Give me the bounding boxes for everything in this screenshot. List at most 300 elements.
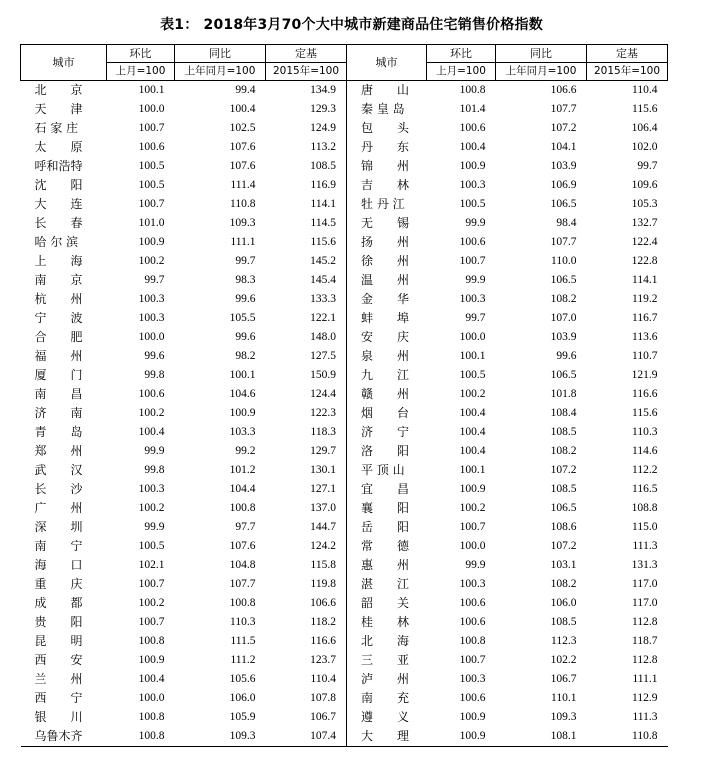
table-row <box>21 670 668 689</box>
cell-city-left: 厦 门 <box>34 368 83 382</box>
cell-mom-left: 100.0 <box>138 103 165 115</box>
price-index-table <box>20 44 668 747</box>
table-row <box>21 233 668 252</box>
cell-city-left: 福 州 <box>34 349 83 363</box>
table-row <box>21 556 668 575</box>
cell-base-left: 115.8 <box>266 556 347 575</box>
cell-city-right: 桂 林 <box>361 615 410 629</box>
cell-yoy-left: 100.8 <box>229 502 256 514</box>
cell-yoy-right: 108.4 <box>550 407 577 419</box>
cell-mom-left: 100.5 <box>138 540 165 552</box>
cell-city-left: 郑 州 <box>34 444 83 458</box>
cell-mom-right: 100.9 <box>459 483 486 495</box>
cell-mom-right: 100.8 <box>459 84 486 96</box>
header-yoy-sub-left: 上年同月=100 <box>175 63 266 81</box>
cell-base-right: 112.9 <box>632 692 658 704</box>
cell-city-right: 北 海 <box>361 634 410 648</box>
cell-yoy-left: 99.6 <box>235 293 256 305</box>
cell-mom-right: 99.9 <box>465 217 486 229</box>
cell-city-left: 沈 阳 <box>34 178 83 192</box>
cell-mom-left: 100.1 <box>138 84 165 96</box>
cell-city-left: 兰 州 <box>34 672 83 686</box>
cell-base-right: 110.4 <box>632 84 658 96</box>
cell-city-left: 贵 阳 <box>34 615 83 629</box>
table-row <box>21 423 668 442</box>
cell-yoy-left: 98.3 <box>235 274 256 286</box>
cell-mom-right: 100.1 <box>459 464 486 476</box>
cell-mom-left: 99.9 <box>144 445 165 457</box>
cell-mom-right: 100.0 <box>459 331 486 343</box>
cell-base-right: 110.8 <box>587 727 668 747</box>
cell-yoy-right: 107.7 <box>550 236 577 248</box>
header-base-right: 定基 <box>587 45 668 63</box>
cell-base-left: 137.0 <box>266 499 347 518</box>
cell-yoy-left: 105.6 <box>229 673 256 685</box>
cell-base-right: 119.2 <box>632 293 658 305</box>
cell-mom-right: 100.6 <box>459 122 486 134</box>
cell-yoy-left: 107.6 <box>229 540 256 552</box>
table-row <box>21 651 668 670</box>
cell-city-left: 成 都 <box>34 596 83 610</box>
cell-base-left: 127.5 <box>266 347 347 366</box>
cell-mom-right: 100.3 <box>459 179 486 191</box>
cell-yoy-right: 106.9 <box>550 179 577 191</box>
cell-base-left: 119.8 <box>266 575 347 594</box>
cell-city-right: 济 宁 <box>361 425 410 439</box>
header-mom-sub-left: 上月=100 <box>107 63 175 81</box>
cell-yoy-right: 103.9 <box>550 160 577 172</box>
cell-mom-right: 99.7 <box>465 312 486 324</box>
cell-mom-right: 100.2 <box>459 502 486 514</box>
cell-city-right: 遵 义 <box>361 710 410 724</box>
cell-base-right: 114.1 <box>632 274 658 286</box>
cell-city-left: 宁 波 <box>34 311 83 325</box>
cell-city-left: 长 春 <box>34 216 83 230</box>
cell-base-left: 150.9 <box>266 366 347 385</box>
cell-mom-left: 100.3 <box>138 312 165 324</box>
cell-city-right: 金 华 <box>361 292 410 306</box>
cell-base-left: 124.4 <box>266 385 347 404</box>
cell-yoy-left: 104.8 <box>229 559 256 571</box>
cell-base-right: 116.6 <box>632 388 658 400</box>
table-row <box>21 309 668 328</box>
table-row <box>21 328 668 347</box>
table-row <box>21 157 668 176</box>
cell-base-right: 132.7 <box>631 217 658 229</box>
cell-mom-right: 100.6 <box>459 597 486 609</box>
cell-yoy-right: 107.0 <box>550 312 577 324</box>
cell-mom-right: 100.2 <box>459 388 486 400</box>
cell-mom-left: 99.9 <box>144 521 165 533</box>
cell-mom-left: 100.7 <box>138 616 165 628</box>
cell-city-right: 秦 皇 岛 <box>361 102 405 116</box>
cell-base-left: 118.2 <box>266 613 347 632</box>
cell-city-right: 襄 阳 <box>361 501 410 515</box>
table-row <box>21 480 668 499</box>
table-row <box>21 575 668 594</box>
table-row <box>21 176 668 195</box>
cell-mom-right: 100.3 <box>459 578 486 590</box>
cell-city-right: 洛 阳 <box>361 444 410 458</box>
table-row <box>21 385 668 404</box>
cell-city-right: 温 州 <box>361 273 410 287</box>
cell-city-left: 武 汉 <box>34 463 83 477</box>
cell-city-left: 昆 明 <box>34 634 83 648</box>
cell-yoy-right: 101.8 <box>550 388 577 400</box>
cell-yoy-left: 99.6 <box>235 331 256 343</box>
cell-base-left: 134.9 <box>266 81 347 101</box>
cell-city-right: 韶 关 <box>361 596 410 610</box>
cell-yoy-left: 100.9 <box>229 407 256 419</box>
cell-mom-left: 100.4 <box>138 673 165 685</box>
cell-yoy-right: 103.9 <box>550 331 577 343</box>
cell-base-left: 129.3 <box>266 100 347 119</box>
cell-mom-left: 100.5 <box>138 160 165 172</box>
cell-base-left: 122.3 <box>266 404 347 423</box>
cell-yoy-right: 107.2 <box>550 540 577 552</box>
cell-base-left: 113.2 <box>266 138 347 157</box>
cell-city-right: 九 江 <box>361 368 410 382</box>
cell-base-right: 118.7 <box>632 635 658 647</box>
table-row <box>21 252 668 271</box>
cell-city-right: 湛 江 <box>361 577 410 591</box>
cell-base-right: 115.6 <box>632 103 658 115</box>
cell-mom-right: 100.1 <box>459 350 486 362</box>
cell-city-right: 唐 山 <box>361 83 410 97</box>
cell-mom-right: 100.4 <box>459 445 486 457</box>
cell-yoy-left: 105.9 <box>229 711 256 723</box>
cell-base-right: 117.0 <box>632 597 658 609</box>
table-row <box>21 632 668 651</box>
cell-city-left: 青 岛 <box>34 425 83 439</box>
table-row <box>21 708 668 727</box>
cell-yoy-left: 100.8 <box>229 597 256 609</box>
table-row <box>21 138 668 157</box>
cell-city-left: 重 庆 <box>34 577 83 591</box>
cell-base-left: 116.6 <box>266 632 347 651</box>
cell-yoy-left: 104.4 <box>229 483 256 495</box>
cell-city-right: 平 顶 山 <box>361 463 405 477</box>
cell-city-right: 蚌 埠 <box>361 311 410 325</box>
cell-yoy-left: 100.4 <box>229 103 256 115</box>
cell-city-left: 石 家 庄 <box>34 121 79 135</box>
cell-city-left: 哈 尔 滨 <box>34 235 79 249</box>
cell-yoy-left: 102.5 <box>229 122 256 134</box>
cell-yoy-right: 108.1 <box>496 727 587 747</box>
cell-base-right: 115.0 <box>632 521 658 533</box>
cell-mom-right: 100.4 <box>459 407 486 419</box>
cell-mom-left: 100.8 <box>138 711 165 723</box>
cell-yoy-right: 107.7 <box>550 103 577 115</box>
cell-yoy-right: 106.5 <box>550 274 577 286</box>
cell-yoy-right: 103.1 <box>550 559 577 571</box>
cell-mom-right: 100.5 <box>459 198 486 210</box>
cell-mom-left: 100.6 <box>138 388 165 400</box>
table-row <box>21 195 668 214</box>
cell-base-left: 108.5 <box>266 157 347 176</box>
cell-base-right: 99.7 <box>637 160 658 172</box>
header-yoy-left: 同比 <box>175 45 266 63</box>
cell-city-right: 吉 林 <box>361 178 410 192</box>
table-row <box>21 689 668 708</box>
cell-city-right: 宜 昌 <box>361 482 410 496</box>
cell-yoy-right: 106.5 <box>550 369 577 381</box>
table-body <box>21 81 668 747</box>
cell-mom-left: 100.9 <box>138 654 165 666</box>
cell-base-right: 115.6 <box>632 407 658 419</box>
cell-base-right: 117.0 <box>632 578 658 590</box>
cell-yoy-right: 107.2 <box>550 464 577 476</box>
header-mom-sub-right: 上月=100 <box>427 63 496 81</box>
cell-yoy-left: 107.6 <box>229 141 256 153</box>
cell-yoy-left: 106.0 <box>229 692 256 704</box>
cell-mom-left: 100.2 <box>138 407 165 419</box>
cell-base-right: 122.8 <box>631 255 658 267</box>
cell-mom-left: 100.9 <box>138 236 165 248</box>
cell-mom-left: 100.7 <box>138 122 165 134</box>
cell-city-right: 扬 州 <box>361 235 410 249</box>
cell-mom-right: 100.3 <box>459 293 486 305</box>
cell-base-right: 110.7 <box>632 350 658 362</box>
header-city-left: 城市 <box>21 45 107 81</box>
cell-yoy-right: 99.6 <box>556 350 577 362</box>
cell-yoy-left: 104.6 <box>229 388 256 400</box>
cell-base-left: 107.4 <box>266 727 347 747</box>
table-row <box>21 214 668 233</box>
cell-yoy-left: 99.4 <box>235 84 256 96</box>
cell-yoy-left: 111.5 <box>230 635 256 647</box>
header-row-sub <box>21 63 668 81</box>
cell-yoy-right: 112.3 <box>551 635 577 647</box>
cell-mom-right: 100.7 <box>459 255 486 267</box>
table-row <box>21 442 668 461</box>
cell-base-left: 106.7 <box>266 708 347 727</box>
cell-yoy-right: 108.6 <box>550 521 577 533</box>
cell-mom-right: 99.9 <box>465 559 486 571</box>
cell-mom-right: 100.4 <box>459 426 486 438</box>
cell-base-left: 145.4 <box>266 271 347 290</box>
cell-yoy-right: 106.0 <box>550 597 577 609</box>
cell-city-right: 丹 东 <box>361 140 410 154</box>
cell-base-right: 106.4 <box>631 122 658 134</box>
cell-base-right: 131.3 <box>631 559 658 571</box>
header-base-left: 定基 <box>266 45 347 63</box>
cell-base-left: 115.6 <box>266 233 347 252</box>
cell-yoy-right: 108.2 <box>550 578 577 590</box>
header-mom-right: 环比 <box>427 45 496 63</box>
cell-base-right: 116.5 <box>632 483 658 495</box>
cell-mom-right: 100.6 <box>459 236 486 248</box>
header-base-sub-right: 2015年=100 <box>587 63 668 81</box>
table-row <box>21 290 668 309</box>
cell-mom-right: 99.9 <box>465 274 486 286</box>
cell-base-left: 106.6 <box>266 594 347 613</box>
cell-mom-right: 100.6 <box>459 616 486 628</box>
cell-yoy-right: 107.2 <box>550 122 577 134</box>
cell-mom-right: 100.6 <box>459 692 486 704</box>
cell-city-left: 杭 州 <box>34 292 83 306</box>
cell-yoy-right: 106.6 <box>550 84 577 96</box>
cell-mom-left: 102.1 <box>138 559 165 571</box>
cell-city-right: 常 德 <box>361 539 410 553</box>
cell-yoy-left: 111.1 <box>230 236 256 248</box>
cell-city-left: 南 昌 <box>34 387 83 401</box>
table-row <box>21 537 668 556</box>
cell-yoy-left: 110.3 <box>230 616 256 628</box>
cell-mom-right: 101.4 <box>459 103 486 115</box>
cell-base-right: 102.0 <box>631 141 658 153</box>
cell-city-right: 无 锡 <box>361 216 410 230</box>
cell-city-left: 呼和浩特 <box>34 159 83 173</box>
cell-base-right: 111.1 <box>632 673 658 685</box>
cell-yoy-left: 109.3 <box>229 217 256 229</box>
cell-yoy-left: 99.7 <box>235 255 256 267</box>
cell-city-left: 太 原 <box>34 140 83 154</box>
cell-city-left: 大 连 <box>34 197 83 211</box>
cell-city-right: 徐 州 <box>361 254 410 268</box>
cell-city-right: 南 充 <box>361 691 410 705</box>
cell-yoy-left: 107.6 <box>229 160 256 172</box>
table-row <box>21 461 668 480</box>
cell-base-left: 133.3 <box>266 290 347 309</box>
table-row <box>21 100 668 119</box>
cell-yoy-right: 108.5 <box>550 483 577 495</box>
cell-yoy-left: 111.2 <box>230 654 256 666</box>
cell-city-right: 锦 州 <box>361 159 410 173</box>
cell-yoy-left: 110.8 <box>230 198 256 210</box>
table-row <box>21 518 668 537</box>
cell-base-left: 107.8 <box>266 689 347 708</box>
cell-yoy-right: 108.2 <box>550 293 577 305</box>
cell-yoy-right: 104.1 <box>550 141 577 153</box>
cell-yoy-right: 108.2 <box>550 445 577 457</box>
cell-base-left: 110.4 <box>266 670 347 689</box>
cell-city-right: 岳 阳 <box>361 520 410 534</box>
cell-mom-left: 100.7 <box>138 578 165 590</box>
cell-base-right: 112.8 <box>632 616 658 628</box>
table-row <box>21 271 668 290</box>
cell-base-right: 111.3 <box>632 540 658 552</box>
cell-yoy-right: 110.1 <box>551 692 577 704</box>
cell-city-right: 泉 州 <box>361 349 410 363</box>
cell-yoy-left: 97.7 <box>235 521 256 533</box>
cell-city-left: 西 宁 <box>34 691 83 705</box>
cell-mom-left: 100.5 <box>138 179 165 191</box>
cell-city-left: 西 安 <box>34 653 83 667</box>
cell-mom-left: 100.2 <box>138 502 165 514</box>
cell-mom-left: 100.0 <box>138 692 165 704</box>
cell-mom-right: 100.0 <box>459 540 486 552</box>
cell-mom-left: 100.6 <box>138 141 165 153</box>
cell-city-left: 乌鲁木齐 <box>21 727 107 747</box>
cell-city-right: 大 理 <box>347 727 427 747</box>
cell-base-right: 114.6 <box>632 445 658 457</box>
cell-city-right: 三 亚 <box>361 653 410 667</box>
cell-yoy-left: 103.3 <box>229 426 256 438</box>
cell-yoy-left: 98.2 <box>235 350 256 362</box>
cell-mom-left: 100.3 <box>138 483 165 495</box>
table-row <box>21 727 668 747</box>
table-row <box>21 81 668 101</box>
cell-base-right: 116.7 <box>632 312 658 324</box>
table-row <box>21 594 668 613</box>
table-title: 表1： 2018年3月70个大中城市新建商品住宅销售价格指数 <box>160 17 543 33</box>
cell-base-right: 122.4 <box>631 236 658 248</box>
cell-base-left: 124.2 <box>266 537 347 556</box>
cell-yoy-right: 106.7 <box>550 673 577 685</box>
header-base-sub-left: 2015年=100 <box>266 63 347 81</box>
header-yoy-sub-right: 上年同月=100 <box>496 63 587 81</box>
cell-mom-left: 100.3 <box>138 293 165 305</box>
cell-yoy-right: 108.5 <box>550 426 577 438</box>
table-row <box>21 499 668 518</box>
cell-city-left: 银 川 <box>34 710 83 724</box>
table-row <box>21 404 668 423</box>
cell-city-left: 深 圳 <box>34 520 83 534</box>
cell-mom-right: 100.9 <box>459 711 486 723</box>
cell-mom-right: 100.9 <box>427 727 496 747</box>
cell-yoy-right: 108.5 <box>550 616 577 628</box>
cell-mom-left: 99.8 <box>144 464 165 476</box>
cell-mom-right: 100.7 <box>459 654 486 666</box>
cell-city-right: 惠 州 <box>361 558 410 572</box>
cell-mom-left: 100.8 <box>107 727 175 747</box>
cell-city-right: 泸 州 <box>361 672 410 686</box>
cell-base-left: 123.7 <box>266 651 347 670</box>
cell-yoy-left: 105.5 <box>229 312 256 324</box>
cell-mom-left: 100.2 <box>138 597 165 609</box>
cell-city-left: 南 京 <box>34 273 83 287</box>
cell-yoy-left: 99.2 <box>235 445 256 457</box>
cell-yoy-left: 101.2 <box>229 464 256 476</box>
cell-base-left: 127.1 <box>266 480 347 499</box>
cell-yoy-right: 110.0 <box>551 255 577 267</box>
cell-base-left: 124.9 <box>266 119 347 138</box>
table-row <box>21 613 668 632</box>
table-row <box>21 366 668 385</box>
cell-city-right: 安 庆 <box>361 330 410 344</box>
cell-mom-left: 100.2 <box>138 255 165 267</box>
header-mom-left: 环比 <box>107 45 175 63</box>
cell-city-right: 包 头 <box>361 121 410 135</box>
cell-mom-right: 100.4 <box>459 141 486 153</box>
cell-city-left: 上 海 <box>34 254 83 268</box>
header-yoy-right: 同比 <box>496 45 587 63</box>
cell-mom-right: 100.7 <box>459 521 486 533</box>
cell-city-left: 北 京 <box>34 83 83 97</box>
header-row-top <box>21 45 668 63</box>
cell-base-left: 122.1 <box>266 309 347 328</box>
cell-yoy-left: 107.7 <box>229 578 256 590</box>
cell-mom-left: 100.0 <box>138 331 165 343</box>
cell-yoy-left: 111.4 <box>230 179 256 191</box>
cell-base-right: 112.8 <box>632 654 658 666</box>
cell-yoy-right: 106.5 <box>550 502 577 514</box>
cell-base-right: 108.8 <box>631 502 658 514</box>
cell-mom-left: 100.8 <box>138 635 165 647</box>
cell-city-left: 济 南 <box>34 406 83 420</box>
cell-mom-left: 99.7 <box>144 274 165 286</box>
cell-base-right: 105.3 <box>631 198 658 210</box>
cell-base-right: 111.3 <box>632 711 658 723</box>
cell-mom-left: 100.4 <box>138 426 165 438</box>
cell-base-left: 114.5 <box>266 214 347 233</box>
cell-mom-left: 100.7 <box>138 198 165 210</box>
cell-mom-right: 100.5 <box>459 369 486 381</box>
cell-mom-left: 101.0 <box>138 217 165 229</box>
cell-city-left: 天 津 <box>34 102 83 116</box>
cell-base-right: 112.2 <box>632 464 658 476</box>
